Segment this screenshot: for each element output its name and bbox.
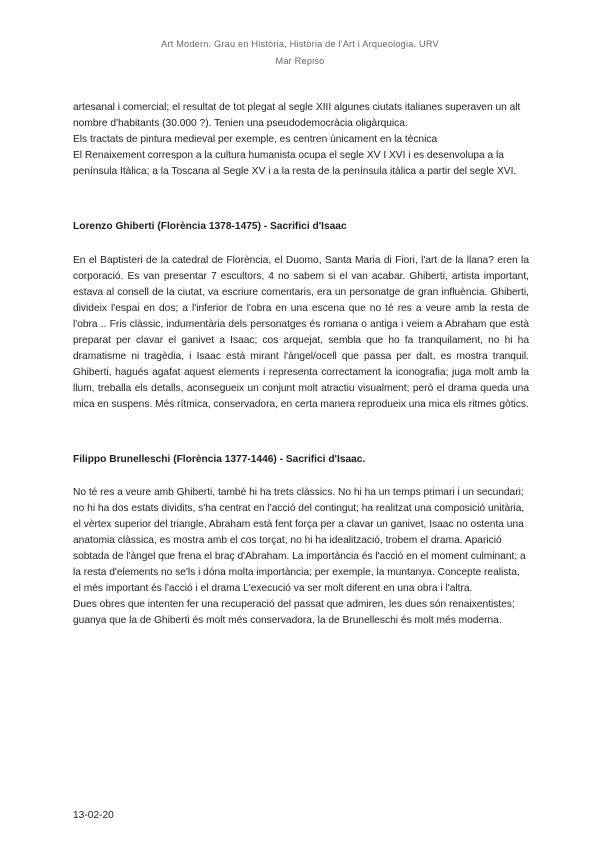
section-title-brunelleschi: Filippo Brunelleschi (Florència 1377-1446) - Sacrifici d'Isaac.	[73, 454, 366, 465]
section-closing-paragraph: Dues obres que intenten fer una recuperació del passat que admiren, les dues són renaixentistes; guanya que la de Ghiberti és molt més conservadora, la de Brunelleschi és molt més moderna.	[73, 599, 515, 626]
section-paragraph-brunelleschi: No té res a veure amb Ghiberti, també hi ha trets clàssics. No hi ha un temps primari i un secundari; no hi ha dos estats dividits, s'ha centrat en l'acció del contingut; ha realitzat una composició unitària, el vèrtex superior del triangle, Abraham està fent força per a clavar un ganivet, Isaac no ostenta una anatomia clàssica, es mostra amb el cos torçat, no hi ha idealització, trobem el drama. Aparició sobtada de l'àngel que frena el braç d'Abraham. La importància és l'acció en el moment culminant; a la resta d'elements no se'ls i dóna molta importància; per exemple, la muntanya. Concepte realista, el més important és l'acció i el drama L'execució va ser molt diferent en una obra i l'altra.	[73, 487, 526, 594]
section-title-ghiberti: Lorenzo Ghiberti (Florència 1378-1475) - Sacrifici d'Isaac	[73, 221, 347, 232]
document-header-author: Mar Repiso	[275, 56, 325, 66]
footer-date: 13-02-20	[73, 810, 114, 821]
intro-line: Els tractats de pintura medieval per exemple, es centren únicament en la tècnica	[73, 134, 438, 145]
intro-line: artesanal i comercial; el resultat de tot plegat al segle XIII algunes ciutats italianes superaven un alt nombre d'habitants (30.000 ?). Tenien una pseudodemocràcia oligàrquica.	[73, 102, 521, 129]
document-header-course: Art Modern. Grau en Història, Història de l'Art i Arqueologia. URV	[161, 39, 439, 49]
intro-line: El Renaixement correspon a la cultura humanista ocupa el segle XV I XVI i es desenvolupa a la península Itàlica; a la Toscana al Segle XV i a la resta de la península itàlica a partir del segle XVI.	[73, 150, 517, 177]
section-paragraph-ghiberti: En el Baptisteri de la catedral de Florència, el Duomo, Santa Maria di Fiori, l'art de la llana? eren la corporació. Es van presentar 7 escultors, 4 no sabem si el van acabar. Ghiberti, artista important, estava al consell de la ciutat, va escriure comentaris, era un personatge de gran influència. Ghiberti, divideix l'espai en dos; a l'inferior de l'obra en una escena que no té res a veure amb la resta de l'obra .. Fris clàssic, indumentària dels personatges és romana o antiga i veiem a Abraham que està preparat per clavar el ganivet a Isaac; cos arquejat, sembla que ho fa tranquilament, no hi ha dramatisme ni tragèdia, i Isaac està mirant l'àngel/ocell que passa per dalt, es mostra tranquil. Ghiberti, hagués agafat aquest elements i representa correctament la iconografia; juga molt amb la llum, treballa els detalls, aconsegueix un conjunt molt atractiu visualment; però el drama queda una mica en suspens. Més rítmica, conservadora, en certa manera reprodueix una mica els ritmes gòtics.	[73, 255, 529, 410]
section-block-brunelleschi	[73, 485, 529, 629]
intro-block	[73, 100, 529, 180]
